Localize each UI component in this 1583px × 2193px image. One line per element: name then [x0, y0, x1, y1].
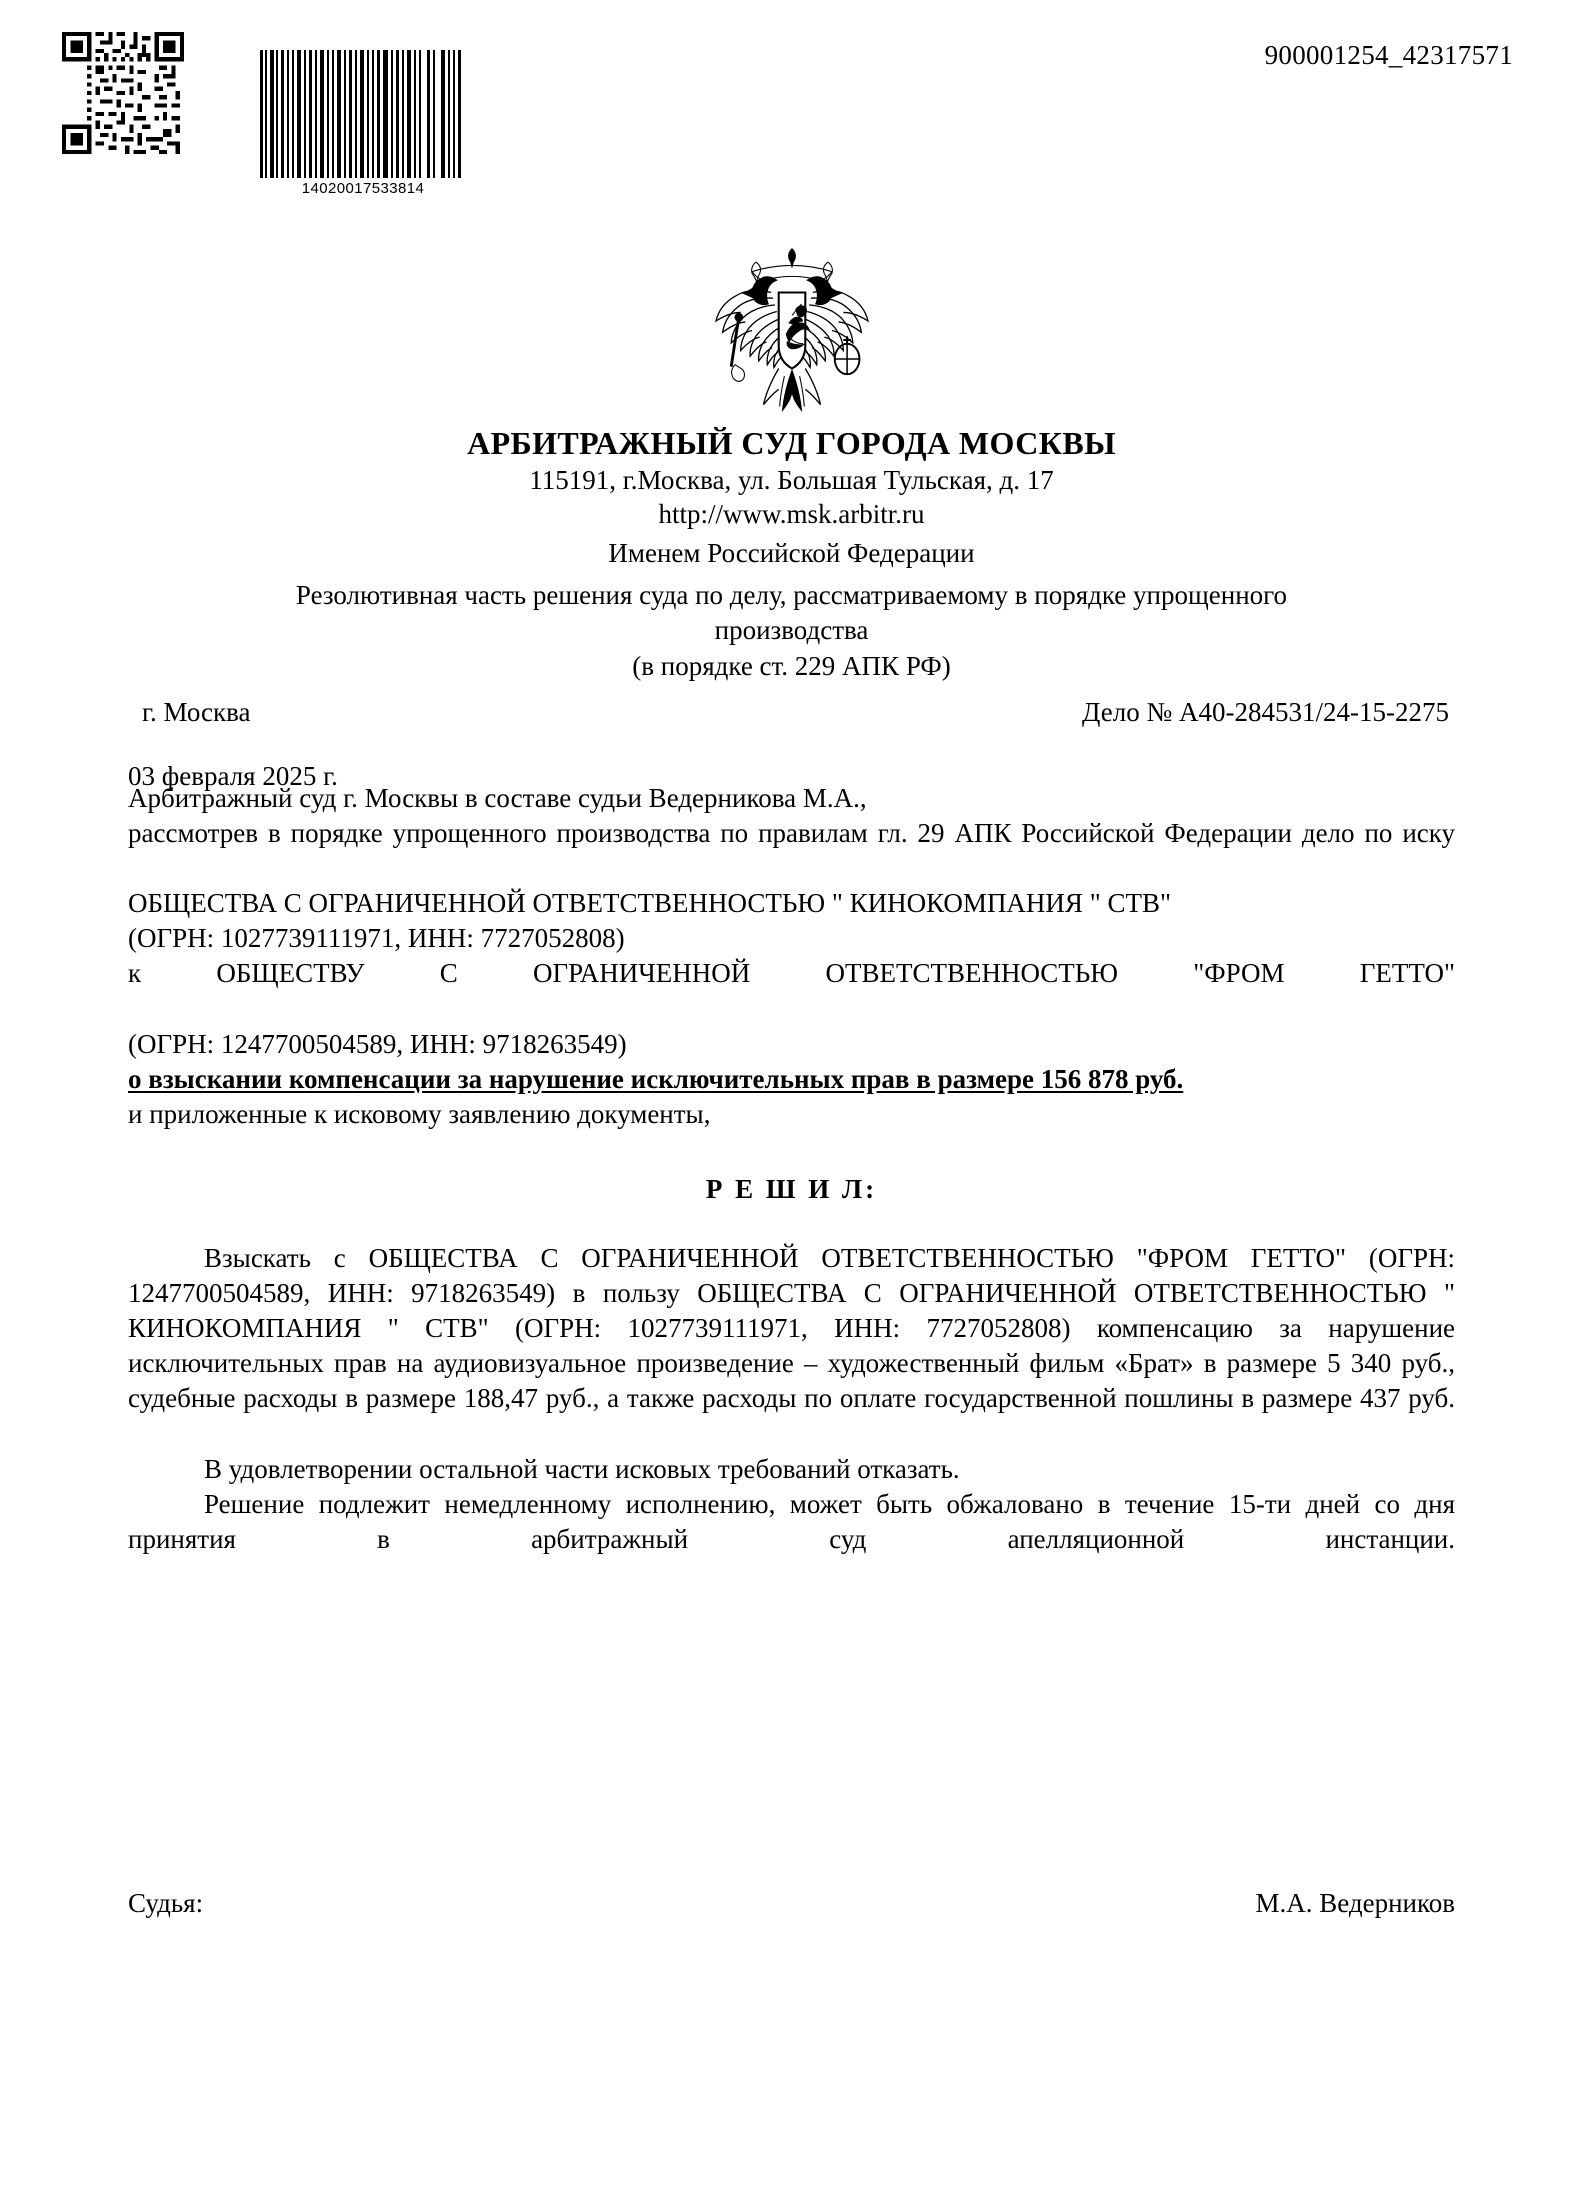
case-number: Дело № А40-284531/24-15-2275 [1082, 697, 1449, 727]
title-line-article-reference: (в порядке ст. 229 АПК РФ) [632, 650, 951, 681]
barcode-number: 14020017533814 [301, 180, 425, 197]
defendant-name: к ОБЩЕСТВУ С ОГРАНИЧЕННОЙ ОТВЕТСТВЕННОСТЬЮ "ФРОМ ГЕТТО" [128, 958, 1455, 989]
header-codes [0, 18, 1583, 208]
document-id: 900001254_42317571 [1264, 40, 1513, 70]
title-line-in-name-of-rf: Именем Российской Федерации [608, 538, 975, 568]
court-url: http://www.msk.arbitr.ru [658, 498, 925, 529]
case-meta [128, 697, 1453, 792]
city-label: г. Москва [142, 697, 251, 727]
ruling-paragraph-denial: В удовлетворении остальной части исковых требований отказать. [204, 1453, 960, 1484]
ruling-paragraph-appeal: Решение подлежит немедленному исполнению, может быть обжаловано в течение 15-ти дней со дня принятия в арбитражный суд апелляционной инстанции. [128, 1488, 1455, 1554]
document-body [128, 781, 1455, 1592]
court-address: 115191, г.Москва, ул. Большая Тульская, д. 17 [529, 464, 1054, 495]
plaintiff-name: ОБЩЕСТВА С ОГРАНИЧЕННОЙ ОТВЕТСТВЕННОСТЬЮ " КИНОКОМПАНИЯ " СТВ" [128, 888, 1171, 919]
barcode [258, 50, 468, 197]
court-composition: Арбитражный суд г. Москвы в составе судьи Ведерникова М.А., [128, 783, 867, 813]
court-name: АРБИТРАЖНЫЙ СУД ГОРОДА МОСКВЫ [467, 425, 1116, 461]
title-line-resolutive-part: Резолютивная часть решения суда по делу, рассматриваемому в порядке упрощенного производства [295, 579, 1288, 646]
procedure-line: рассмотрев в порядке упрощенного производства по правилам гл. 29 АПК Российской Федерации дело по иску [128, 818, 1455, 849]
court-header [0, 425, 1583, 531]
plaintiff-registration-ids: (ОГРН: 1027739111971, ИНН: 7727052808) [128, 923, 625, 954]
russian-coat-of-arms-icon [697, 243, 887, 418]
judge-name: М.А. Ведерников [1255, 1888, 1455, 1918]
qr-code-icon [62, 32, 184, 154]
ruling-paragraph-award: Взыскать с ОБЩЕСТВА С ОГРАНИЧЕННОЙ ОТВЕТСТВЕННОСТЬЮ "ФРОМ ГЕТТО" (ОГРН: 1247700504589, ИНН: 9718263549) в пользу ОБЩЕСТВА С ОГРАНИЧЕННОЙ ОТВЕТСТВЕННОСТЬЮ " КИНОКОМПАНИЯ " СТВ" (ОГРН: 1027739111971, ИНН: 7727052808) компенсацию за нарушение исключительных прав на аудиовизуальное произведение – художественный фильм «Брат» в размере 5 340 руб., судебные расходы в размере 188,47 руб., а также расходы по оплате государственной пошлины в размере 437 руб. [128, 1243, 1455, 1414]
judge-label: Судья: [128, 1888, 204, 1918]
defendant-registration-ids: (ОГРН: 1247700504589, ИНН: 9718263549) [128, 1028, 627, 1059]
attached-documents: и приложенные к исковому заявлению документы, [128, 1098, 711, 1129]
decision-date: 03 февраля 2025 г. [128, 761, 338, 791]
ruling-heading: Р Е Ш И Л: [705, 1173, 878, 1204]
signature-block [128, 1888, 1455, 1919]
claim-subject: о взыскании компенсации за нарушение исключительных прав в размере 156 878 руб. [128, 1063, 1184, 1094]
document-title-block [0, 536, 1583, 685]
barcode-icon [258, 50, 468, 178]
